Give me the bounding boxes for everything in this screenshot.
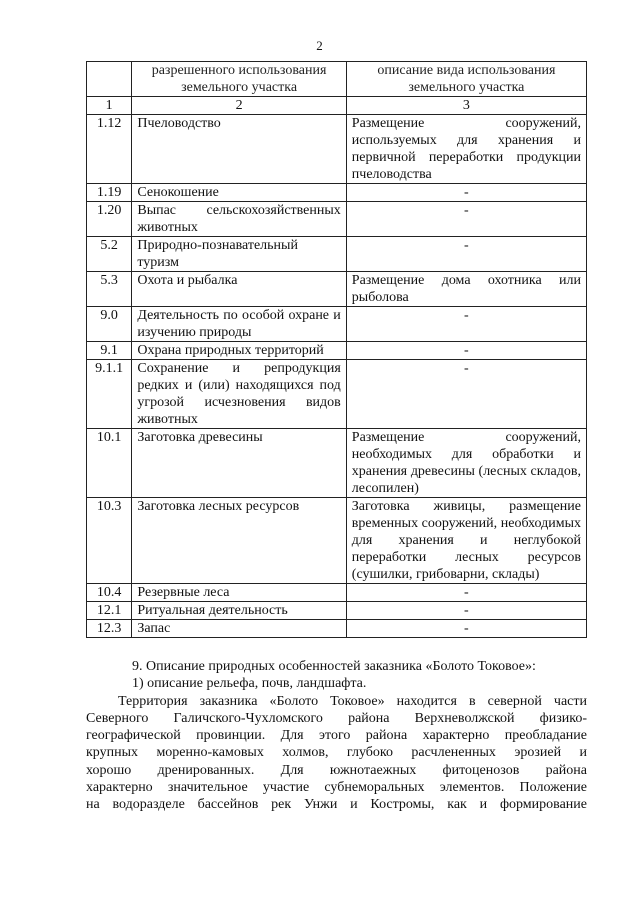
row-code: 5.3 bbox=[87, 272, 132, 307]
row-name: Охрана природных территорий bbox=[132, 342, 346, 360]
row-description: Заготовка живицы, размещение временных сооружений, необходимых для хранения и неглубокой переработки лесных ресурсов (сушилки, грибоварни, склады) bbox=[346, 498, 586, 584]
column-number: 1 bbox=[87, 97, 132, 115]
row-name: Заготовка древесины bbox=[132, 429, 346, 498]
row-description: - bbox=[346, 620, 586, 638]
table-row bbox=[87, 498, 587, 584]
header-cell-3: описание вида использования земельного участка bbox=[346, 62, 586, 97]
section-body bbox=[86, 658, 587, 814]
row-description: - bbox=[346, 584, 586, 602]
table-row bbox=[87, 307, 587, 342]
row-name: Запас bbox=[132, 620, 346, 638]
row-name: Выпас сельскохозяйственных животных bbox=[132, 202, 346, 237]
table-row bbox=[87, 584, 587, 602]
column-number-row bbox=[87, 97, 587, 115]
section-subheading: 1) описание рельефа, почв, ландшафта. bbox=[132, 676, 367, 692]
row-name: Природно-познавательный туризм bbox=[132, 237, 346, 272]
row-code: 10.3 bbox=[87, 498, 132, 584]
table-row bbox=[87, 620, 587, 638]
table-row bbox=[87, 202, 587, 237]
table-row bbox=[87, 272, 587, 307]
row-name: Резервные леса bbox=[132, 584, 346, 602]
page-number: 2 bbox=[316, 38, 323, 53]
table-row bbox=[87, 342, 587, 360]
paragraph-line: на водоразделе бассейнов рек Унжи и Костромы, как и формирование bbox=[86, 797, 587, 813]
column-number: 3 bbox=[346, 97, 586, 115]
row-name: Сохранение и репродукция редких и (или) находящихся под угрозой исчезновения видов животных bbox=[132, 360, 346, 429]
row-name: Заготовка лесных ресурсов bbox=[132, 498, 346, 584]
table-row bbox=[87, 237, 587, 272]
table-header-row bbox=[87, 62, 587, 97]
row-description: - bbox=[346, 360, 586, 429]
row-code: 9.1 bbox=[87, 342, 132, 360]
table-row bbox=[87, 360, 587, 429]
section-heading: 9. Описание природных особенностей заказника «Болото Токовое»: bbox=[132, 659, 536, 674]
row-name: Деятельность по особой охране и изучению природы bbox=[132, 307, 346, 342]
row-description: - bbox=[346, 602, 586, 620]
row-name: Ритуальная деятельность bbox=[132, 602, 346, 620]
row-code: 12.1 bbox=[87, 602, 132, 620]
table-row bbox=[87, 184, 587, 202]
row-description: - bbox=[346, 307, 586, 342]
row-description: Размещение дома охотника или рыболова bbox=[346, 272, 586, 307]
row-code: 10.1 bbox=[87, 429, 132, 498]
paragraph-line: Северного Галичского-Чухломского района Верхневолжской физико- bbox=[86, 710, 587, 726]
row-description: Размещение сооружений, используемых для хранения и первичной переработки продукции пчеловодства bbox=[346, 115, 586, 184]
paragraph-line: крупных моренно-камовых холмов, глубоко расчлененных эрозией и bbox=[86, 745, 587, 761]
row-code: 10.4 bbox=[87, 584, 132, 602]
column-number: 2 bbox=[132, 97, 346, 115]
row-description: - bbox=[346, 202, 586, 237]
table-row bbox=[87, 115, 587, 184]
header-cell-1 bbox=[87, 62, 132, 97]
row-code: 9.1.1 bbox=[87, 360, 132, 429]
row-description: - bbox=[346, 184, 586, 202]
paragraph-line: хорошо дренированных. Для южнотаежных фитоценозов района bbox=[86, 762, 587, 778]
row-code: 1.20 bbox=[87, 202, 132, 237]
header-cell-2: разрешенного использования земельного участка bbox=[132, 62, 346, 97]
row-code: 1.19 bbox=[87, 184, 132, 202]
paragraph-line: географической провинции. Для этого района характерно преобладание bbox=[86, 728, 587, 744]
paragraph-line: Территория заказника «Болото Токовое» находится в северной части bbox=[118, 693, 587, 709]
row-description: Размещение сооружений, необходимых для обработки и хранения древесины (лесных складов, лесопилен) bbox=[346, 429, 586, 498]
row-code: 1.12 bbox=[87, 115, 132, 184]
row-name: Сенокошение bbox=[132, 184, 346, 202]
paragraph-line: характерно значительное участие субнеморальных элементов. Положение bbox=[86, 780, 587, 796]
row-name: Охота и рыбалка bbox=[132, 272, 346, 307]
row-code: 12.3 bbox=[87, 620, 132, 638]
land-use-table bbox=[86, 61, 587, 638]
table-row bbox=[87, 429, 587, 498]
row-description: - bbox=[346, 342, 586, 360]
row-description: - bbox=[346, 237, 586, 272]
table-row bbox=[87, 602, 587, 620]
row-name: Пчеловодство bbox=[132, 115, 346, 184]
row-code: 9.0 bbox=[87, 307, 132, 342]
row-code: 5.2 bbox=[87, 237, 132, 272]
